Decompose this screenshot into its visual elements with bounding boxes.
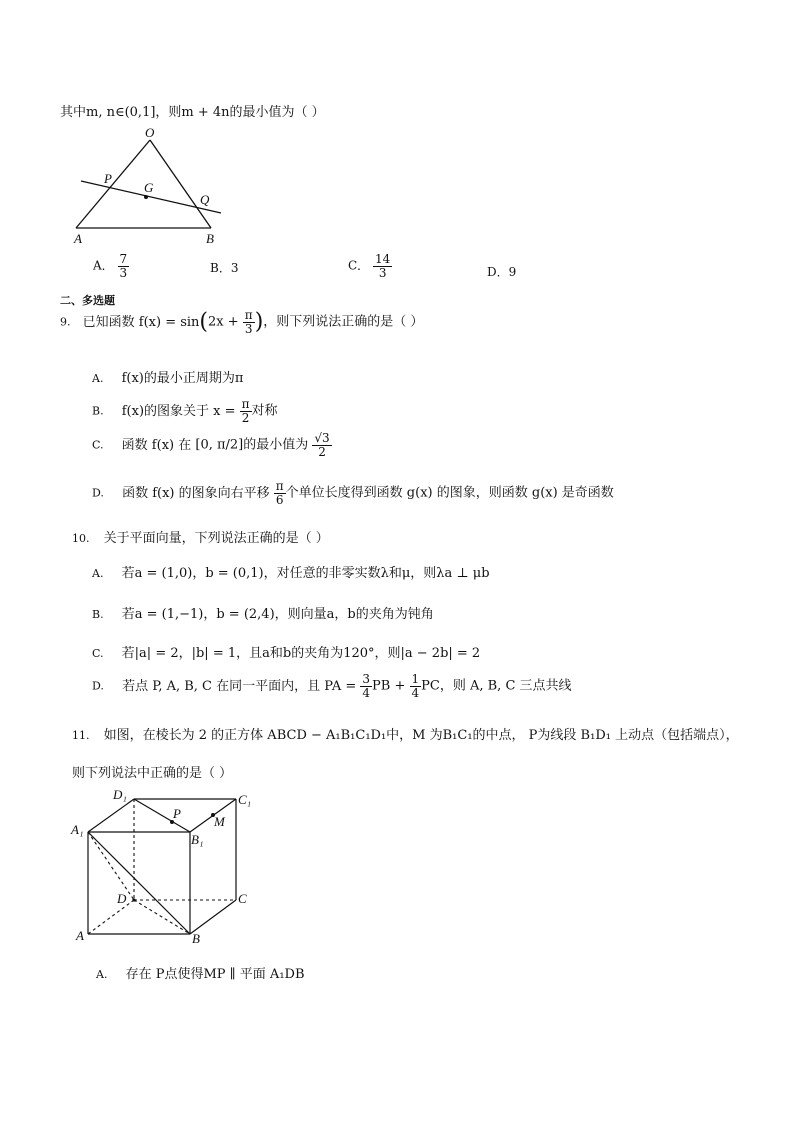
- q11-stem: 11. 如图，在棱长为 2 的正方体 ABCD − A₁B₁C₁D₁中，M 为B₁C₁的中点， P为线段 B₁D₁ 上动点（包括端点），: [72, 728, 739, 743]
- fraction: $\frac{\pi}{6}$: [275, 479, 284, 507]
- q9-stem: 9. 已知函数 f(x) = sin(2x + $\frac{\pi}{3}$ )，则下列说法正确的是（ ）: [60, 308, 424, 336]
- label-A: A: [76, 928, 84, 943]
- label-D: D: [117, 891, 127, 906]
- label-P: P: [173, 806, 181, 821]
- label-G: G: [144, 180, 154, 195]
- q10-option-b: B. 若a = (1,−1)，b = (2,4)，则向量a，b的夹角为钝角: [92, 607, 434, 622]
- q9-option-b: B. f(x)的图象关于 x = $\frac{\pi}{2}$ 对称: [92, 397, 278, 425]
- label-C: C: [238, 891, 247, 906]
- fraction: $\frac{14}{3}$: [375, 252, 391, 280]
- label-D1: D₁: [113, 787, 127, 802]
- section-title: 二、多选题: [60, 294, 115, 307]
- q8-option-a: A． $\frac{7}{3}$: [93, 252, 128, 280]
- label-C1: C₁: [238, 792, 252, 807]
- label-B: B: [206, 231, 214, 246]
- q9-option-a: A. f(x)的最小正周期为π: [92, 371, 244, 386]
- q8-option-d: D．9: [487, 265, 517, 279]
- label-B: B: [192, 931, 200, 946]
- fraction: $\frac{3}{4}$: [362, 672, 371, 700]
- q8-option-b: B．3: [210, 261, 239, 275]
- q11-stem-line2: 则下列说法中正确的是（ ）: [72, 766, 233, 781]
- q8-stem: 其中m, n∈(0,1]，则m + 4n的最小值为（ ）: [60, 105, 325, 120]
- label-A: A: [74, 231, 82, 246]
- fraction: $\frac{\pi}{2}$: [241, 397, 250, 425]
- q10-stem: 10. 关于平面向量，下列说法正确的是（ ）: [72, 531, 329, 546]
- q9-option-c: C. 函数 f(x) 在 [0, π/2]的最小值为 $\frac{√3}{2}$: [92, 431, 330, 459]
- q9-option-d: D. 函数 f(x) 的图象向右平移 $\frac{\pi}{6}$ 个单位长度得到函数 g(x) 的图象，则函数 g(x) 是奇函数: [92, 479, 614, 507]
- label-Q: Q: [200, 192, 210, 207]
- q10-option-a: A. 若a = (1,0)，b = (0,1)，对任意的非零实数λ和μ，则λa ⊥ μb: [92, 566, 490, 581]
- label-B1: B₁: [191, 832, 204, 847]
- q10-option-c: C. 若|a| = 2，|b| = 1，且a和b的夹角为120°，则|a − 2b| = 2: [92, 646, 481, 661]
- label-M: M: [214, 814, 225, 829]
- q10-option-d: D. 若点 P, A, B, C 在同一平面内，且 PA = $\frac{3}{4}$ PB + $\frac{1}{4}$ PC，则 A, B, C 三点共线: [92, 672, 572, 700]
- fraction: $\frac{7}{3}$: [119, 252, 128, 280]
- fraction: $\frac{√3}{2}$: [314, 431, 330, 459]
- label-P: P: [104, 171, 112, 186]
- q8-option-c: C． $\frac{14}{3}$: [348, 252, 391, 280]
- fraction: $\frac{\pi}{3}$: [244, 308, 253, 336]
- q11-option-a: A. 存在 P点使得MP ∥ 平面 A₁DB: [96, 967, 305, 982]
- fraction: $\frac{1}{4}$: [411, 672, 420, 700]
- label-A1: A₁: [71, 822, 84, 837]
- label-O: O: [145, 125, 155, 140]
